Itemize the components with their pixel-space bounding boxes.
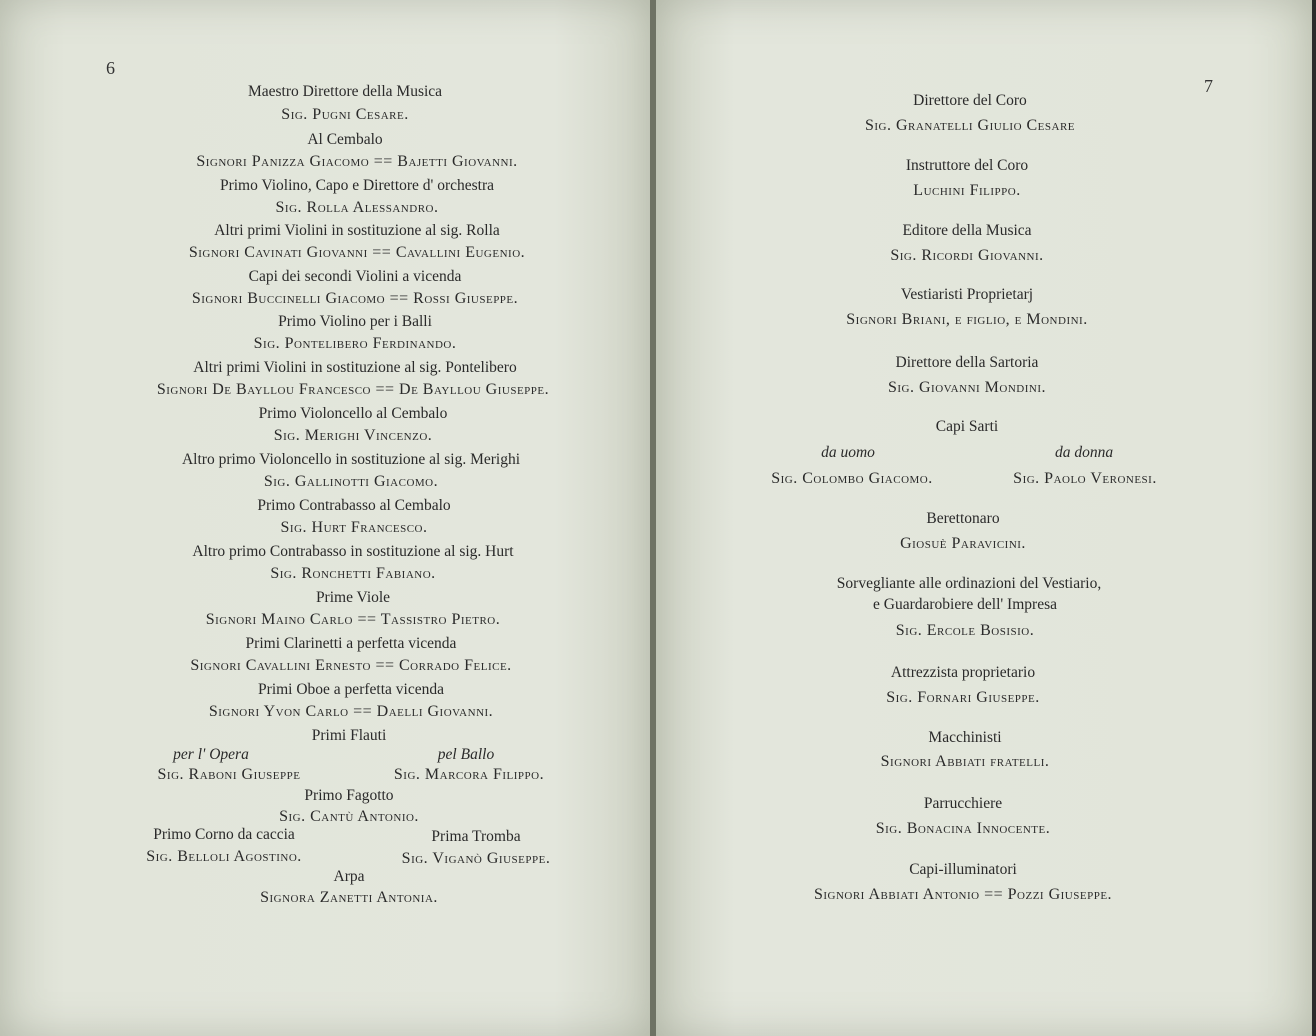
name-line: Signori Cavinati Giovanni == Cavallini Eugenio.	[188, 244, 526, 261]
role-heading: Maestro Direttore della Musica	[247, 83, 443, 100]
role-heading: e Guardarobiere dell' Impresa	[873, 596, 1057, 613]
role-heading: Altro primo Contrabasso in sostituzione al sig. Hurt	[192, 543, 514, 560]
role-heading: Primi Flauti	[311, 727, 387, 744]
name-line: Signora Zanetti Antonia.	[260, 889, 438, 906]
name-line: Sig. Giovanni Mondini.	[887, 379, 1047, 396]
name-line: Signori Yvon Carlo == Daelli Giovanni.	[208, 703, 494, 720]
role-heading: Sorvegliante alle ordinazioni del Vestiario,	[836, 575, 1102, 592]
name-line: Sig. Rolla Alessandro.	[275, 199, 439, 216]
role-heading: Prime Viole	[315, 589, 391, 606]
role-heading: Attrezzista proprietario	[890, 664, 1036, 681]
name-line: Sig. Marcora Filippo.	[393, 766, 545, 783]
left-page-number: 6	[106, 58, 115, 78]
role-heading: Macchinisti	[928, 729, 1002, 746]
name-line: Sig. Paolo Veronesi.	[1013, 470, 1157, 487]
role-heading: Instruttore del Coro	[905, 157, 1029, 174]
role-heading: Primi Clarinetti a perfetta vicenda	[245, 635, 457, 652]
role-heading: Berettonaro	[926, 510, 1000, 527]
name-line: Signori Abbiati Antonio == Pozzi Giuseppe.	[813, 886, 1113, 903]
role-heading: Direttore del Coro	[913, 92, 1027, 109]
name-line: Signori De Bayllou Francesco == De Bayllou Giuseppe.	[156, 381, 550, 398]
name-line: Sig. Viganò Giuseppe.	[401, 850, 551, 867]
role-heading: Capi dei secondi Violini a vicenda	[248, 268, 462, 285]
name-line: Sig. Hurt Francesco.	[280, 519, 428, 536]
name-line: Sig. Bonacina Innocente.	[875, 820, 1051, 837]
subheading-line: pel Ballo	[437, 746, 495, 763]
name-line: Sig. Merighi Vincenzo.	[273, 427, 433, 444]
role-heading: Altri primi Violini in sostituzione al sig. Rolla	[214, 222, 500, 239]
name-line: Luchini Filippo.	[913, 182, 1021, 199]
name-line: Signori Briani, e figlio, e Mondini.	[846, 311, 1088, 328]
role-heading: Altro primo Violoncello in sostituzione al sig. Merighi	[181, 451, 521, 468]
role-heading: Prima Tromba	[431, 828, 521, 845]
role-heading: Al Cembalo	[307, 131, 383, 148]
name-line: Sig. Raboni Giuseppe	[157, 766, 301, 783]
role-heading: Primo Violino, Capo e Direttore d' orchestra	[219, 177, 495, 194]
name-line: Giosuè Paravicini.	[900, 535, 1026, 552]
subheading-line: da uomo	[821, 444, 875, 461]
role-heading: Primi Oboe a perfetta vicenda	[258, 681, 444, 698]
name-line: Sig. Pontelibero Ferdinando.	[253, 335, 457, 352]
name-line: Sig. Gallinotti Giacomo.	[263, 473, 439, 490]
name-line: Sig. Ronchetti Fabiano.	[270, 565, 436, 582]
name-line: Sig. Granatelli Giulio Cesare	[864, 117, 1076, 134]
subheading-line: da donna	[1054, 444, 1114, 461]
role-heading: Direttore della Sartoria	[895, 354, 1039, 371]
right-page	[656, 0, 1312, 1036]
role-heading: Primo Fagotto	[304, 787, 394, 804]
role-heading: Capi-illuminatori	[909, 861, 1017, 878]
role-heading: Primo Violoncello al Cembalo	[258, 405, 448, 422]
left-page	[0, 0, 652, 1036]
name-line: Sig. Colombo Giacomo.	[771, 470, 933, 487]
name-line: Sig. Pugni Cesare.	[281, 106, 409, 123]
role-heading: Altri primi Violini in sostituzione al sig. Pontelibero	[193, 359, 517, 376]
role-heading: Arpa	[333, 868, 365, 885]
name-line: Sig. Belloli Agostino.	[146, 848, 302, 865]
role-heading: Vestiaristi Proprietarj	[900, 286, 1034, 303]
name-line: Sig. Ercole Bosisio.	[895, 622, 1035, 639]
name-line: Signori Maino Carlo == Tassistro Pietro.	[205, 611, 501, 628]
role-heading: Capi Sarti	[935, 418, 999, 435]
name-line: Signori Buccinelli Giacomo == Rossi Giuseppe.	[191, 290, 519, 307]
role-heading: Editore della Musica	[902, 222, 1032, 239]
right-page-number: 7	[1204, 76, 1213, 96]
subheading-line: per l' Opera	[173, 746, 249, 763]
role-heading: Parrucchiere	[923, 795, 1003, 812]
role-heading: Primo Contrabasso al Cembalo	[257, 497, 451, 514]
name-line: Sig. Ricordi Giovanni.	[890, 247, 1044, 264]
role-heading: Primo Violino per i Balli	[278, 313, 432, 330]
name-line: Signori Abbiati fratelli.	[880, 753, 1050, 770]
name-line: Sig. Fornari Giuseppe.	[886, 689, 1040, 706]
name-line: Sig. Cantù Antonio.	[279, 808, 419, 825]
name-line: Signori Panizza Giacomo == Bajetti Giovanni.	[196, 153, 518, 170]
name-line: Signori Cavallini Ernesto == Corrado Felice.	[190, 657, 512, 674]
role-heading: Primo Corno da caccia	[153, 826, 295, 843]
